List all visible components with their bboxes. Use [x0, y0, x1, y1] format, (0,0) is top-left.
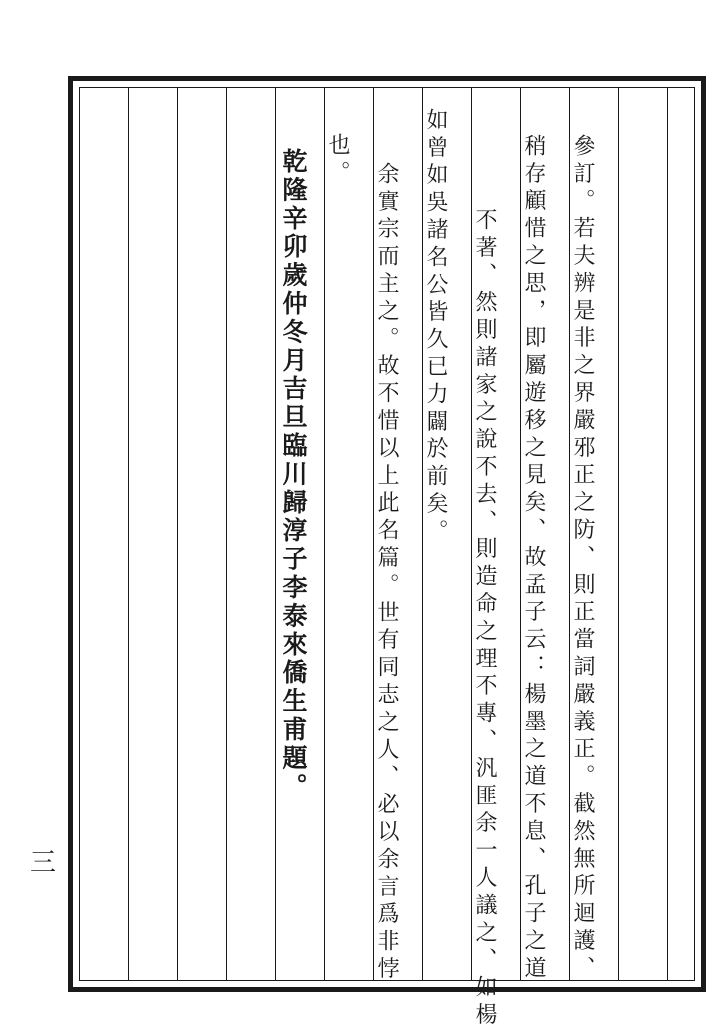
column-rule [667, 88, 668, 980]
text-column-1: 參訂。若夫辨是非之界嚴邪正之防、則正當詞嚴義正。截然無所迴護、 [570, 134, 595, 984]
column-rule [226, 88, 227, 980]
text-column-3: 不著、然則諸家之說不去、則造命之理不專、汎匪余一人議之、如楊 [472, 208, 497, 1030]
page-number: 三 [30, 848, 57, 878]
column-rule [324, 88, 325, 980]
text-column-5: 余實宗而主之。故不惜以上此名篇。世有同志之人、必以余言爲非悖 [374, 162, 399, 984]
text-column-6: 也。 [325, 133, 350, 188]
column-rule [618, 88, 619, 980]
column-rule [275, 88, 276, 980]
text-column-2: 稍存顧惜之思，即屬遊移之見矣、故孟子云：楊墨之道不息、孔子之道 [521, 134, 546, 984]
column-rule [177, 88, 178, 980]
text-column-4: 如曾如吳諸名公皆久已力闢於前矣。 [423, 108, 448, 547]
colophon-column: 乾隆辛卯歲仲冬月吉旦臨川歸淳子李泰來僑生甫題。 [279, 148, 308, 802]
column-rule [128, 88, 129, 980]
